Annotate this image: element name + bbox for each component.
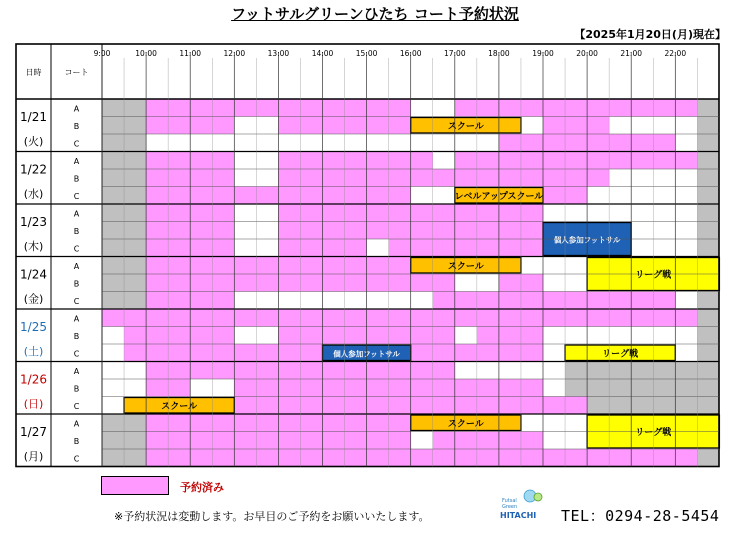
booked-slot: [455, 99, 698, 117]
svg-text:HITACHI: HITACHI: [500, 511, 537, 520]
school-label: スクール: [447, 261, 484, 272]
court-letter: B: [73, 332, 80, 341]
closed-slot: [697, 309, 719, 327]
day-weekday: (火): [23, 135, 44, 148]
day-date: 1/22: [20, 162, 47, 177]
league-label: リーグ戦: [602, 349, 639, 360]
closed-slot: [697, 344, 719, 362]
closed-slot: [565, 379, 719, 397]
day-weekday: (土): [23, 345, 44, 358]
hour-label: 11:00: [179, 49, 202, 58]
booked-slot: [124, 344, 322, 362]
day-weekday: (金): [23, 292, 44, 306]
availability-note: ※予約状況は変動します。お早目のご予約をお願いいたします。: [114, 510, 430, 523]
court-letter: C: [73, 192, 80, 201]
court-letter: A: [73, 262, 80, 271]
hour-label: 9:00: [93, 49, 111, 58]
hour-label: 17:00: [443, 49, 466, 58]
court-letter: C: [73, 402, 80, 411]
court-letter: A: [73, 209, 80, 219]
court-letter: C: [73, 349, 80, 359]
closed-slot: [697, 152, 719, 170]
hour-label: 10:00: [135, 49, 157, 58]
booked-slot: [455, 152, 698, 170]
booked-slot: [543, 117, 609, 135]
court-letter: C: [73, 297, 80, 306]
hour-label: 13:00: [267, 49, 290, 58]
hour-label: 12:00: [223, 49, 246, 58]
court-letter: B: [73, 437, 80, 446]
hour-label: 20:00: [576, 49, 598, 58]
court-letter: A: [73, 419, 80, 429]
court-letter: B: [73, 227, 80, 236]
school-label: スクール: [161, 401, 198, 412]
personal-label: 個人参加フットサル: [333, 349, 400, 359]
svg-text:Green: Green: [502, 504, 518, 510]
day-rows: [20, 105, 80, 464]
booked-slot: [477, 327, 543, 345]
day-date: 1/23: [20, 215, 47, 229]
closed-slot: [697, 222, 719, 240]
day-date: 1/26: [20, 372, 47, 387]
court-letter: C: [73, 454, 80, 464]
closed-slot: [565, 362, 719, 380]
hour-label: 14:00: [311, 49, 334, 58]
day-date: 1/21: [20, 110, 47, 124]
court-letter: B: [73, 122, 80, 131]
court-letter: B: [73, 279, 80, 289]
day-date: 1/27: [20, 425, 47, 439]
booked-slot: [278, 152, 432, 170]
booked-slot: [433, 432, 543, 450]
page-title: フットサルグリーンひたち コート予約状況: [231, 5, 519, 23]
hour-label: 19:00: [532, 49, 554, 58]
court-column-header: コート: [64, 68, 89, 77]
closed-slot: [697, 327, 719, 345]
hour-label: 15:00: [355, 49, 378, 58]
court-letter: C: [73, 139, 80, 149]
school-label: スクール: [447, 419, 484, 430]
futsal-green-hitachi-logo: [500, 488, 546, 522]
closed-slot: [697, 449, 719, 467]
legend-booked-swatch: [101, 476, 169, 495]
school-label: スクール: [447, 121, 484, 132]
telephone-number: TEL：0294-28-5454: [561, 507, 720, 525]
hour-label: 16:00: [399, 49, 422, 58]
booked-slot: [433, 292, 676, 310]
booked-slot: [124, 327, 234, 345]
court-letter: A: [73, 104, 80, 114]
day-date: 1/25: [20, 320, 47, 334]
hour-label: 21:00: [620, 49, 643, 58]
day-weekday: (木): [23, 240, 44, 253]
svg-text:Futsal: Futsal: [502, 498, 517, 504]
booked-slot: [389, 239, 543, 257]
booked-slot: [102, 309, 697, 327]
school-label: レベルアップスクール: [454, 191, 544, 202]
day-weekday: (日): [23, 397, 44, 411]
closed-slot: [697, 187, 719, 205]
court-letter: B: [73, 384, 80, 394]
court-letter: A: [73, 314, 80, 324]
closed-slot: [697, 169, 719, 187]
closed-slot: [697, 239, 719, 257]
day-weekday: (水): [23, 187, 44, 201]
closed-slot: [697, 99, 719, 117]
closed-slot: [697, 292, 719, 310]
booked-slot: [146, 449, 697, 467]
league-label: リーグ戦: [635, 270, 672, 281]
date-column-header: 日時: [25, 68, 42, 77]
court-letter: B: [73, 174, 80, 184]
court-letter: C: [73, 244, 80, 254]
day-weekday: (月): [23, 450, 44, 463]
hour-label: 18:00: [488, 49, 510, 58]
hour-label: 22:00: [664, 49, 687, 58]
as-of-date: 【2025年1月20日(月)現在】: [574, 28, 726, 41]
court-letter: A: [73, 367, 80, 376]
court-letter: A: [73, 157, 80, 166]
league-label: リーグ戦: [635, 428, 672, 438]
closed-slot: [697, 204, 719, 222]
closed-slot: [697, 134, 719, 152]
day-date: 1/24: [20, 267, 47, 282]
closed-slot: [697, 117, 719, 135]
personal-label: 個人参加フットサル: [553, 235, 621, 245]
legend-booked-label: 予約済み: [180, 481, 224, 494]
booked-slot: [278, 169, 609, 187]
